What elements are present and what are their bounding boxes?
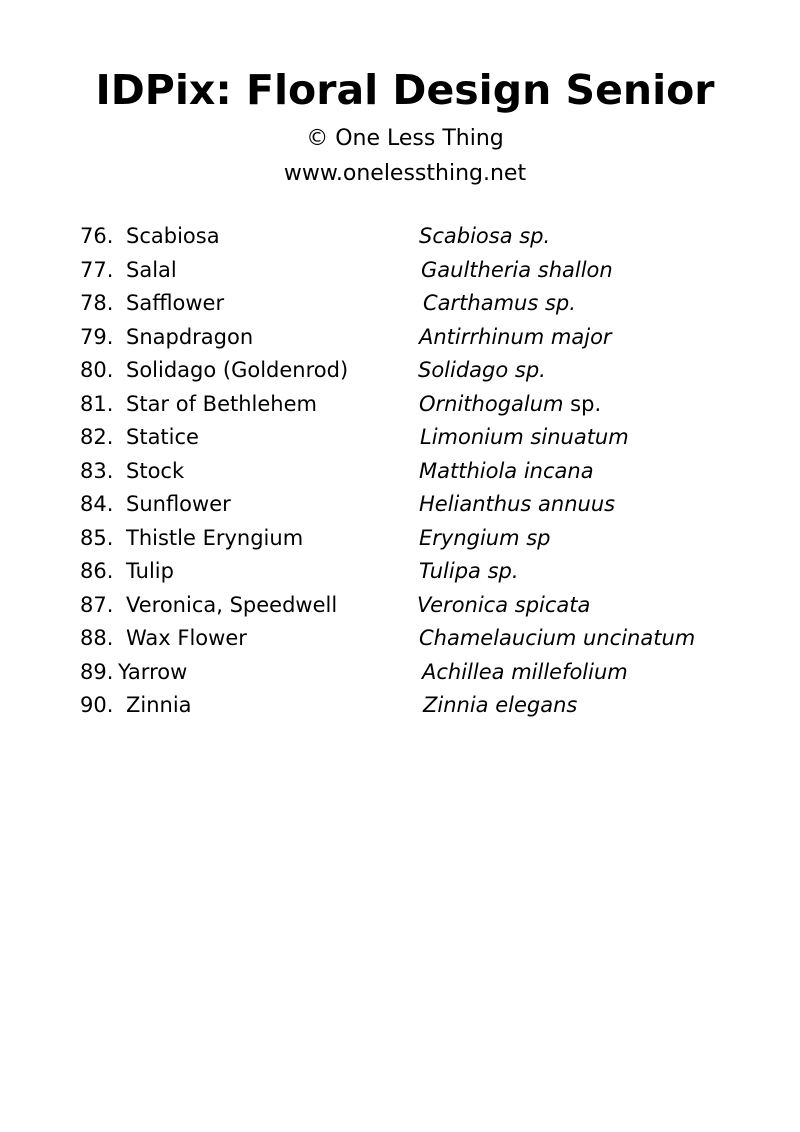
- scientific-name: [422, 656, 628, 690]
- list-item: [80, 522, 740, 556]
- item-number: 81.: [80, 391, 114, 416]
- scientific-name-text: Matthiola incana: [419, 458, 594, 483]
- item-number: 80.: [80, 358, 114, 382]
- scientific-name-text: Veronica spicata: [417, 592, 591, 617]
- common-name: Thistle Eryngium: [126, 525, 304, 550]
- list-item: [80, 555, 740, 589]
- common-name: Wax Flower: [126, 626, 247, 650]
- common-name: Zinnia: [126, 693, 192, 717]
- scientific-name-text: Scabiosa sp.: [419, 224, 551, 248]
- scientific-name: [421, 254, 613, 288]
- scientific-name-text: Ornithogalum: [419, 391, 564, 416]
- item-number: 90.: [80, 693, 114, 717]
- item-number: 85.: [80, 525, 114, 550]
- common-name: Star of Bethlehem: [126, 391, 317, 416]
- scientific-name: [418, 354, 546, 388]
- item-number: 76.: [80, 224, 114, 248]
- common-name: Statice: [126, 425, 199, 449]
- item-number: 83.: [80, 458, 114, 483]
- common-name: Salal: [126, 257, 177, 282]
- item-number: 82.: [80, 425, 114, 449]
- scientific-name: [417, 589, 590, 623]
- plant-list: [80, 220, 740, 723]
- scientific-name: [419, 455, 594, 489]
- common-name: Sunflower: [126, 492, 231, 516]
- page-title: IDPix: Floral Design Senior: [95, 66, 715, 114]
- item-number: 88.: [80, 626, 114, 650]
- list-item: [80, 220, 740, 254]
- scientific-name: [419, 220, 550, 254]
- list-item: [80, 622, 740, 656]
- common-name: Yarrow: [118, 659, 188, 684]
- scientific-name-text: Tulipa sp.: [419, 559, 519, 583]
- common-name: Snapdragon: [126, 324, 254, 349]
- common-name: Scabiosa: [126, 224, 220, 248]
- list-item: [80, 388, 740, 422]
- scientific-name: [419, 321, 612, 355]
- list-item: [80, 589, 740, 623]
- list-item: [80, 421, 740, 455]
- list-item: [80, 287, 740, 321]
- list-item: [80, 689, 740, 723]
- list-item: [80, 455, 740, 489]
- copyright-line: © One Less Thing: [306, 126, 504, 151]
- common-name: Stock: [126, 458, 185, 483]
- scientific-name-suffix: sp.: [563, 391, 602, 416]
- scientific-name-text: Chamelaucium uncinatum: [419, 626, 696, 650]
- item-number: 84.: [80, 492, 114, 516]
- scientific-name: [423, 689, 577, 723]
- common-name: Veronica, Speedwell: [126, 592, 338, 617]
- scientific-name-text: Eryngium sp: [419, 525, 551, 550]
- item-number: 87.: [80, 592, 114, 617]
- scientific-name: [419, 388, 601, 422]
- list-item: [80, 488, 740, 522]
- common-name: Safflower: [126, 291, 225, 315]
- website-line: www.onelessthing.net: [283, 161, 527, 186]
- item-number: 89.: [80, 659, 114, 684]
- scientific-name-text: Antirrhinum major: [419, 324, 612, 349]
- scientific-name-text: Helianthus annuus: [419, 492, 616, 516]
- scientific-name: [419, 488, 615, 522]
- scientific-name: [419, 622, 695, 656]
- list-item: [80, 321, 740, 355]
- list-item: [80, 254, 740, 288]
- common-name: Tulip: [126, 559, 174, 583]
- item-number: 77.: [80, 257, 114, 282]
- scientific-name: [420, 421, 629, 455]
- list-item: [80, 656, 740, 690]
- scientific-name: [419, 555, 519, 589]
- scientific-name-text: Zinnia elegans: [423, 693, 578, 717]
- scientific-name: [419, 522, 551, 556]
- scientific-name: [423, 287, 576, 321]
- scientific-name-text: Limonium sinuatum: [420, 425, 629, 449]
- list-item: [80, 354, 740, 388]
- scientific-name-text: Achillea millefolium: [422, 659, 628, 684]
- scientific-name-text: Gaultheria shallon: [421, 257, 613, 282]
- common-name: Solidago (Goldenrod): [126, 358, 349, 382]
- item-number: 79.: [80, 324, 114, 349]
- scientific-name-text: Solidago sp.: [418, 358, 546, 382]
- item-number: 86.: [80, 559, 114, 583]
- item-number: 78.: [80, 291, 114, 315]
- scientific-name-text: Carthamus sp.: [423, 291, 576, 315]
